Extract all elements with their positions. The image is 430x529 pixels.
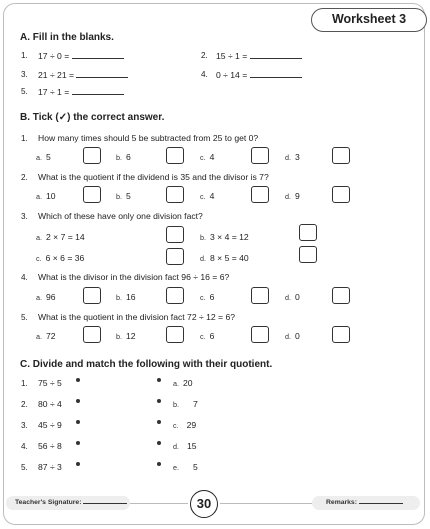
b-q2-text: What is the quotient if the dividend is 35 and the divisor is 7? (38, 172, 269, 182)
answer-blank[interactable] (76, 69, 128, 78)
b-q2-option-d: d. 9 (285, 191, 300, 201)
footer-divider-right (220, 503, 312, 504)
remarks: Remarks: (312, 496, 420, 510)
b-q3-text: Which of these have only one division fact? (38, 211, 203, 221)
b-q1-num: 1. (21, 134, 28, 143)
b-q2-option-a: a. 10 (36, 191, 56, 201)
a-item-5-num: 5. (21, 87, 28, 96)
b-q4-checkbox-b[interactable] (166, 287, 184, 304)
b-q2-checkbox-b[interactable] (166, 186, 184, 203)
match-dot-left-3[interactable] (76, 420, 80, 424)
b-q3-checkbox-d[interactable] (299, 246, 317, 263)
match-dot-right-b[interactable] (157, 399, 161, 403)
match-dot-left-1[interactable] (76, 378, 80, 382)
b-q5-option-d: d. 0 (285, 331, 300, 341)
answer-blank[interactable] (72, 86, 124, 95)
c-left-4-num: 4. (21, 442, 28, 451)
b-q4-checkbox-d[interactable] (332, 287, 350, 304)
b-q3-option-c: c. 6 × 6 = 36 (36, 253, 85, 263)
a-item-2-num: 2. (201, 51, 208, 60)
c-left-4: 56 ÷ 8 (38, 441, 62, 451)
b-q5-checkbox-a[interactable] (83, 326, 101, 343)
b-q4-option-c: c. 6 (200, 292, 215, 302)
b-q1-option-d: d. 3 (285, 152, 300, 162)
b-q4-option-d: d. 0 (285, 292, 300, 302)
a-item-4-num: 4. (201, 70, 208, 79)
b-q4-option-b: b. 16 (116, 292, 136, 302)
b-q3-option-d: d. 8 × 5 = 40 (200, 253, 249, 263)
b-q1-option-b: b. 6 (116, 152, 131, 162)
b-q4-checkbox-c[interactable] (251, 287, 269, 304)
c-left-3: 45 ÷ 9 (38, 420, 62, 430)
b-q3-option-b: b. 3 × 4 = 12 (200, 232, 249, 242)
c-right-d: d. 15 (173, 441, 197, 451)
b-q1-checkbox-c[interactable] (251, 147, 269, 164)
a-item-5: 17 ÷ 1 = (38, 86, 124, 97)
b-q5-checkbox-d[interactable] (332, 326, 350, 343)
c-right-e: e. 5 (173, 462, 198, 472)
answer-blank[interactable] (72, 50, 124, 59)
a-item-2: 15 ÷ 1 = (216, 50, 302, 61)
match-dot-right-d[interactable] (157, 441, 161, 445)
b-q5-text: What is the quotient in the division fact 72 ÷ 12 = 6? (38, 312, 236, 322)
c-left-1-num: 1. (21, 379, 28, 388)
b-q3-option-a: a. 2 × 7 = 14 (36, 232, 85, 242)
match-dot-left-5[interactable] (76, 462, 80, 466)
a-item-3: 21 ÷ 21 = (38, 69, 128, 80)
teacher-signature: Teacher's Signature: (6, 496, 130, 510)
c-left-1: 75 ÷ 5 (38, 378, 62, 388)
a-item-1: 17 ÷ 0 = (38, 50, 124, 61)
b-q5-checkbox-b[interactable] (166, 326, 184, 343)
b-q3-checkbox-c[interactable] (166, 248, 184, 265)
b-q1-checkbox-d[interactable] (332, 147, 350, 164)
b-q5-option-b: b. 12 (116, 331, 136, 341)
worksheet-title: Worksheet 3 (311, 8, 427, 32)
worksheet-page (3, 3, 425, 525)
match-dot-left-2[interactable] (76, 399, 80, 403)
c-right-a: a. 20 (173, 378, 193, 388)
signature-line[interactable] (83, 497, 127, 504)
a-item-4: 0 ÷ 14 = (216, 69, 302, 80)
section-a-title: A. Fill in the blanks. (20, 32, 114, 43)
b-q3-checkbox-b[interactable] (299, 224, 317, 241)
match-dot-right-c[interactable] (157, 420, 161, 424)
b-q2-checkbox-a[interactable] (83, 186, 101, 203)
page-number: 30 (190, 490, 218, 518)
b-q5-num: 5. (21, 313, 28, 322)
b-q1-checkbox-b[interactable] (166, 147, 184, 164)
answer-blank[interactable] (250, 50, 302, 59)
b-q2-num: 2. (21, 173, 28, 182)
b-q2-checkbox-d[interactable] (332, 186, 350, 203)
a-item-3-num: 3. (21, 70, 28, 79)
b-q2-option-b: b. 5 (116, 191, 131, 201)
c-left-5-num: 5. (21, 463, 28, 472)
c-left-2: 80 ÷ 4 (38, 399, 62, 409)
b-q1-option-a: a. 5 (36, 152, 51, 162)
b-q2-checkbox-c[interactable] (251, 186, 269, 203)
b-q3-num: 3. (21, 212, 28, 221)
c-right-c: c. 29 (173, 420, 197, 430)
section-b-title: B. Tick (✓) the correct answer. (20, 112, 165, 123)
c-right-b: b. 7 (173, 399, 198, 409)
c-left-5: 87 ÷ 3 (38, 462, 62, 472)
answer-blank[interactable] (250, 69, 302, 78)
a-item-1-num: 1. (21, 51, 28, 60)
b-q3-checkbox-a[interactable] (166, 226, 184, 243)
b-q1-checkbox-a[interactable] (83, 147, 101, 164)
remarks-line[interactable] (359, 497, 403, 504)
b-q1-text: How many times should 5 be subtracted from 25 to get 0? (38, 133, 259, 143)
b-q4-text: What is the divisor in the division fact 96 ÷ 16 = 6? (38, 272, 230, 282)
b-q1-option-c: c. 4 (200, 152, 215, 162)
match-dot-right-a[interactable] (157, 378, 161, 382)
section-c-title: C. Divide and match the following with their quotient. (20, 359, 273, 370)
b-q5-option-c: c. 6 (200, 331, 215, 341)
c-left-3-num: 3. (21, 421, 28, 430)
footer-divider-left (130, 503, 188, 504)
b-q4-checkbox-a[interactable] (83, 287, 101, 304)
b-q4-num: 4. (21, 273, 28, 282)
match-dot-right-e[interactable] (157, 462, 161, 466)
b-q2-option-c: c. 4 (200, 191, 215, 201)
c-left-2-num: 2. (21, 400, 28, 409)
match-dot-left-4[interactable] (76, 441, 80, 445)
b-q5-option-a: a. 72 (36, 331, 56, 341)
b-q4-option-a: a. 96 (36, 292, 56, 302)
b-q5-checkbox-c[interactable] (251, 326, 269, 343)
